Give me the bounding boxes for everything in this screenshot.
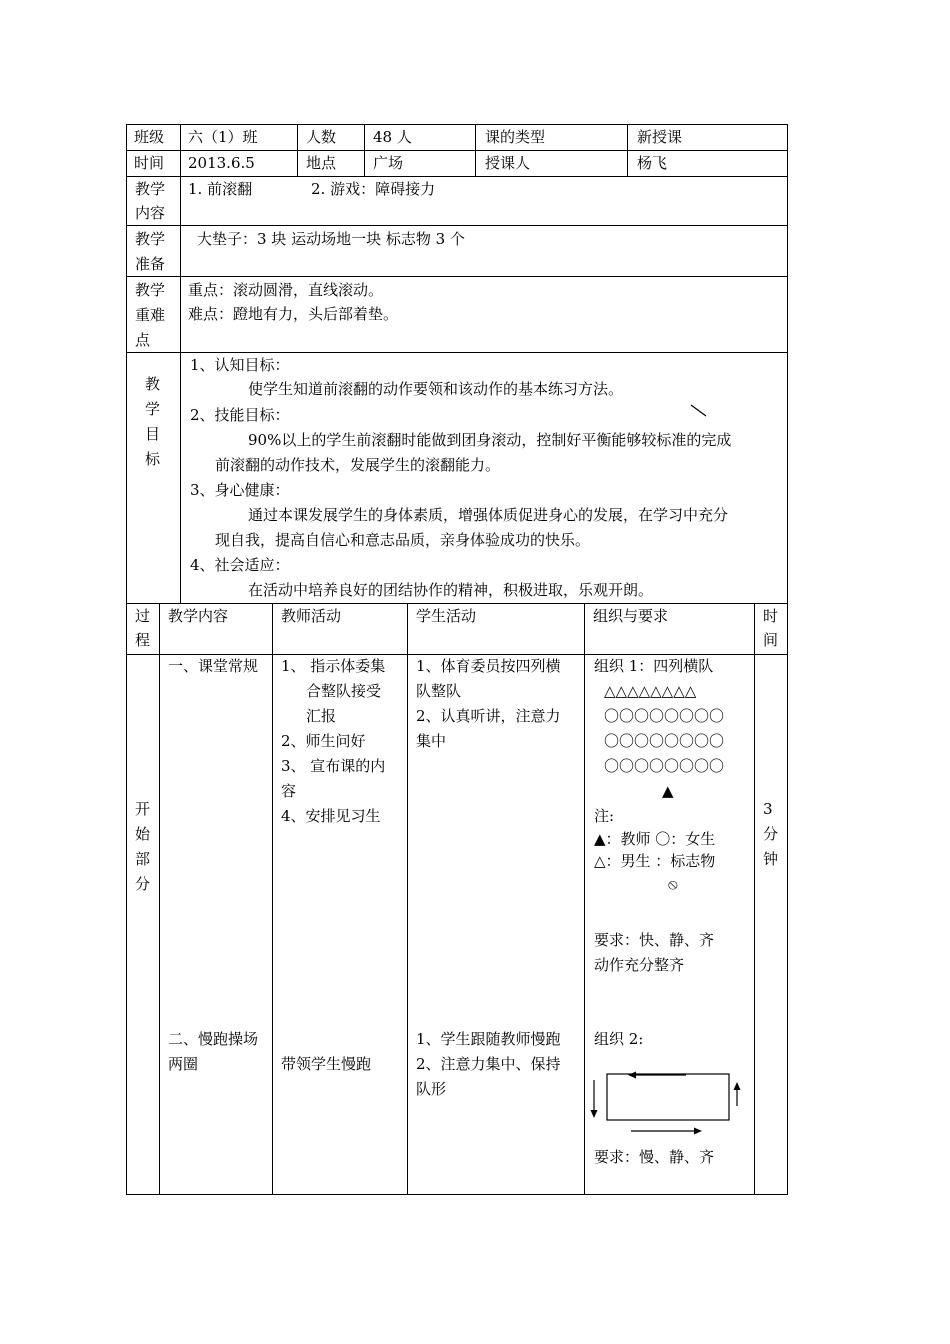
- teacher-activity-1-cont2: 汇报: [306, 707, 337, 725]
- requirement-1-cont: 动作充分整齐: [594, 956, 685, 974]
- content-label-line1: 教学: [135, 180, 166, 198]
- student-activity-2-cont: 集中: [416, 732, 447, 750]
- col-header-student: 学生活动: [416, 607, 477, 625]
- teacher-value: 杨飞: [637, 154, 668, 172]
- teacher-activity-1: 1、 指示体委集: [281, 657, 386, 675]
- time-value-3: 钟: [763, 850, 779, 868]
- col-divider: [754, 603, 755, 1194]
- prep-text: 大垫子：3 块 运动场地一块 标志物 3 个: [197, 230, 465, 248]
- teacher-activity-4: 4、安排见习生: [281, 807, 381, 825]
- teacher-position-icon: ▲: [662, 782, 674, 800]
- content-item-1: 1. 前滚翻: [188, 180, 253, 198]
- legend-line-1: ▲：教师 〇：女生: [594, 830, 716, 848]
- formation-row-boys: △△△△△△△△: [604, 682, 697, 700]
- route-arrowhead-right: [734, 1082, 741, 1090]
- col-divider: [407, 603, 408, 1194]
- process-label-1: 过: [135, 607, 151, 625]
- student-activity-1: 1、体育委员按四列横: [416, 657, 561, 675]
- type-label: 课的类型: [485, 128, 546, 146]
- difficulty-point: 难点：蹬地有力，头后部着垫。: [188, 305, 399, 323]
- time-value-1: 3: [763, 800, 773, 818]
- content-item-2: 2. 游戏：障碍接力: [311, 180, 436, 198]
- class-label: 班级: [134, 128, 165, 146]
- start-label-4: 分: [135, 875, 151, 893]
- requirement-2: 要求：慢、静、齐: [594, 1148, 715, 1166]
- org-2-title: 组织 2:: [594, 1030, 644, 1048]
- requirement-1: 要求：快、静、齐: [594, 931, 715, 949]
- col-header-organization: 组织与要求: [593, 607, 669, 625]
- goals-label-4: 标: [145, 450, 161, 468]
- row-divider: [126, 225, 788, 226]
- student-activity-1-cont: 队整队: [416, 682, 462, 700]
- time-value-2: 分: [763, 825, 779, 843]
- content-jog-cont: 两圈: [168, 1055, 199, 1073]
- col-divider: [364, 124, 365, 176]
- start-label-2: 始: [135, 825, 151, 843]
- route-arrowhead-left: [591, 1110, 598, 1118]
- teacher-activity-1-cont: 合整队接受: [306, 682, 382, 700]
- formation-row-girls-1: 〇〇〇〇〇〇〇〇: [604, 707, 725, 725]
- teacher-activity-2: 2、师生问好: [281, 732, 366, 750]
- goal-4-text: 在活动中培养良好的团结协作的精神，积极进取，乐观开朗。: [248, 581, 654, 599]
- count-value: 48 人: [373, 128, 412, 146]
- table-border-right: [787, 124, 788, 1195]
- start-label-3: 部: [135, 850, 151, 868]
- class-value: 六（1）班: [188, 128, 258, 146]
- col-header-time-1: 时: [763, 607, 779, 625]
- content-jog: 二、慢跑操场: [168, 1030, 259, 1048]
- time-label: 时间: [134, 154, 165, 172]
- marker-icon: ⦸: [668, 875, 678, 893]
- col-divider: [584, 603, 585, 1194]
- key-label-line1: 教学: [135, 281, 166, 299]
- goal-3-text-line2: 现自我，提高自信心和意志品质，亲身体验成功的快乐。: [215, 531, 591, 549]
- goals-label-2: 学: [145, 400, 161, 418]
- goal-1-title: 1、认知目标：: [190, 356, 290, 374]
- teacher-activity-3: 3、 宣布课的内: [281, 757, 386, 775]
- goal-2-text-line1: 90%以上的学生前滚翻时能做到团身滚动，控制好平衡能够较标准的完成: [248, 431, 732, 449]
- goal-2-text-line2: 前滚翻的动作技术，发展学生的滚翻能力。: [215, 456, 501, 474]
- content-routine: 一、课堂常规: [168, 657, 259, 675]
- student-jog-2-cont: 队形: [416, 1080, 447, 1098]
- place-value: 广场: [373, 154, 404, 172]
- teacher-jog: 带领学生慢跑: [281, 1055, 372, 1073]
- col-divider: [180, 124, 181, 603]
- route-arrowhead-bottom: [694, 1128, 702, 1135]
- route-arrowhead-top: [628, 1072, 636, 1079]
- student-activity-2: 2、认真听讲，注意力: [416, 707, 561, 725]
- count-label: 人数: [306, 128, 337, 146]
- key-point: 重点：滚动圆滑，直线滚动。: [188, 281, 384, 299]
- place-label: 地点: [306, 154, 337, 172]
- table-border-left: [126, 124, 127, 1195]
- start-label-1: 开: [135, 800, 151, 818]
- goal-4-title: 4、社会适应：: [190, 556, 290, 574]
- col-divider: [475, 124, 476, 176]
- goals-label-3: 目: [145, 425, 161, 443]
- col-divider: [272, 603, 273, 1194]
- stray-line-mark: [690, 404, 708, 418]
- col-header-time-2: 间: [763, 631, 779, 649]
- formation-row-girls-3: 〇〇〇〇〇〇〇〇: [604, 757, 725, 775]
- col-divider: [297, 124, 298, 176]
- prep-label-line2: 准备: [135, 255, 166, 273]
- goal-3-title: 3、身心健康：: [190, 481, 290, 499]
- col-header-content: 教学内容: [168, 607, 229, 625]
- key-label-line2: 重难: [135, 306, 166, 324]
- org-1-title: 组织 1：四列横队: [594, 657, 714, 675]
- prep-label-line1: 教学: [135, 230, 166, 248]
- key-label-line3: 点: [135, 331, 151, 349]
- table-border-bottom: [126, 1194, 788, 1195]
- goals-label-1: 教: [145, 375, 161, 393]
- teacher-label: 授课人: [485, 154, 531, 172]
- row-divider: [126, 276, 788, 277]
- col-header-teacher: 教师活动: [281, 607, 342, 625]
- student-jog-2: 2、注意力集中、保持: [416, 1055, 561, 1073]
- content-label-line2: 内容: [135, 204, 166, 222]
- legend-line-2: △：男生 ：标志物: [594, 852, 716, 870]
- goal-3-text-line1: 通过本课发展学生的身体素质，增强体质促进身心的发展，在学习中充分: [248, 506, 729, 524]
- goal-1-text: 使学生知道前滚翻的动作要领和该动作的基本练习方法。: [248, 380, 624, 398]
- col-divider: [627, 124, 628, 176]
- formation-row-girls-2: 〇〇〇〇〇〇〇〇: [604, 732, 725, 750]
- col-divider: [159, 603, 160, 1194]
- route-rectangle: [607, 1074, 729, 1120]
- process-label-2: 程: [135, 631, 151, 649]
- running-route-diagram: [586, 1066, 746, 1142]
- note-title: 注:: [594, 807, 615, 825]
- time-value: 2013.6.5: [188, 154, 255, 172]
- teacher-activity-3-cont: 容: [281, 782, 297, 800]
- type-value: 新授课: [637, 128, 683, 146]
- goal-2-title: 2、技能目标：: [190, 406, 290, 424]
- student-jog-1: 1、学生跟随教师慢跑: [416, 1030, 561, 1048]
